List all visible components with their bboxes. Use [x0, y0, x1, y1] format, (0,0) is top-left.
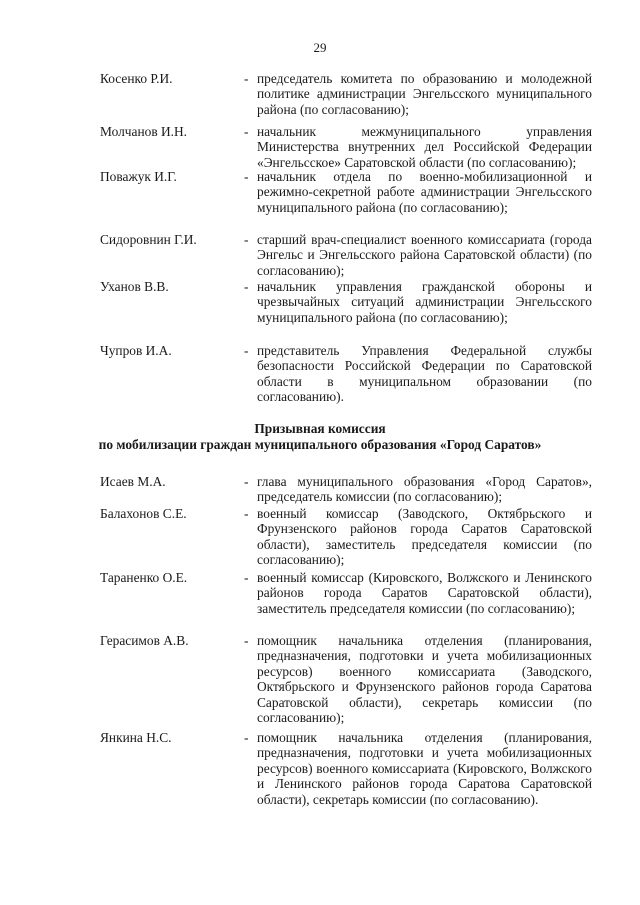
member-name: Исаев М.А. [100, 474, 166, 489]
section-title-line: Призывная комиссия [254, 421, 386, 436]
section-title-line: по мобилизации граждан муниципального образования «Город Саратов» [98, 436, 542, 452]
member-role: начальник управления гражданской обороны и чрезвычайных ситуаций администрации Энгельсского муниципального района (по согласованию); [257, 279, 592, 325]
member-role: помощник начальника отделения (планирования, предназначения, подготовки и учета мобилизационных ресурсов) военного комиссариата (Кировского, Волжского и Ленинского районов города Саратова Саратовской области), секретарь комиссии (по согласованию). [257, 730, 592, 807]
member-role: председатель комитета по образованию и молодежной политике администрации Энгельсского муниципального района (по согласованию); [257, 71, 592, 117]
member-role: старший врач-специалист военного комиссариата (города Энгельс и Энгельсского района Саратовской области) (по согласованию); [257, 232, 592, 278]
dash-separator: - [244, 124, 249, 139]
member-name: Янкина Н.С. [100, 730, 172, 745]
member-role: военный комиссар (Заводского, Октябрьского и Фрунзенского районов города Саратов Саратовской области), заместитель председателя комиссии (по согласованию); [257, 506, 592, 568]
dash-separator: - [244, 232, 249, 247]
member-name: Балахонов С.Е. [100, 506, 187, 521]
dash-separator: - [244, 633, 249, 648]
member-role: начальник межмуниципального управления Министерства внутренних дел Российской Федерации «Энгельсское» Саратовской области (по согласованию); [257, 124, 592, 170]
dash-separator: - [244, 169, 249, 184]
member-name: Герасимов А.В. [100, 633, 189, 648]
member-role: начальник отдела по военно-мобилизационной и режимно-секретной работе администрации Энгельсского муниципального района (по согласованию); [257, 169, 592, 215]
dash-separator: - [244, 570, 249, 585]
member-name: Сидоровнин Г.И. [100, 232, 197, 247]
dash-separator: - [244, 279, 249, 294]
dash-separator: - [244, 730, 249, 745]
member-role: представитель Управления Федеральной службы безопасности Российской Федерации по Саратовской области в муниципальном образовании (по согласованию). [257, 343, 592, 405]
page-number: 29 [313, 40, 327, 55]
member-role: помощник начальника отделения (планирования, предназначения, подготовки и учета мобилизационных ресурсов) военного комиссариата (Заводского, Октябрьского и Фрунзенского районов города Саратова Саратовской области), секретарь комиссии (по согласованию); [257, 633, 592, 726]
member-name: Поважук И.Г. [100, 169, 177, 184]
member-name: Молчанов И.Н. [100, 124, 188, 139]
member-role: глава муниципального образования «Город Саратов», председатель комиссии (по согласованию); [257, 474, 592, 505]
member-name: Тараненко О.Е. [100, 570, 188, 585]
dash-separator: - [244, 71, 249, 86]
dash-separator: - [244, 474, 249, 489]
section-heading [0, 421, 640, 452]
member-name: Косенко Р.И. [100, 71, 173, 86]
member-name: Уханов В.В. [100, 279, 169, 294]
dash-separator: - [244, 506, 249, 521]
member-name: Чупров И.А. [100, 343, 172, 358]
member-role: военный комиссар (Кировского, Волжского и Ленинского районов города Саратов Саратовской области), заместитель председателя комиссии (по согласованию); [257, 570, 592, 616]
dash-separator: - [244, 343, 249, 358]
